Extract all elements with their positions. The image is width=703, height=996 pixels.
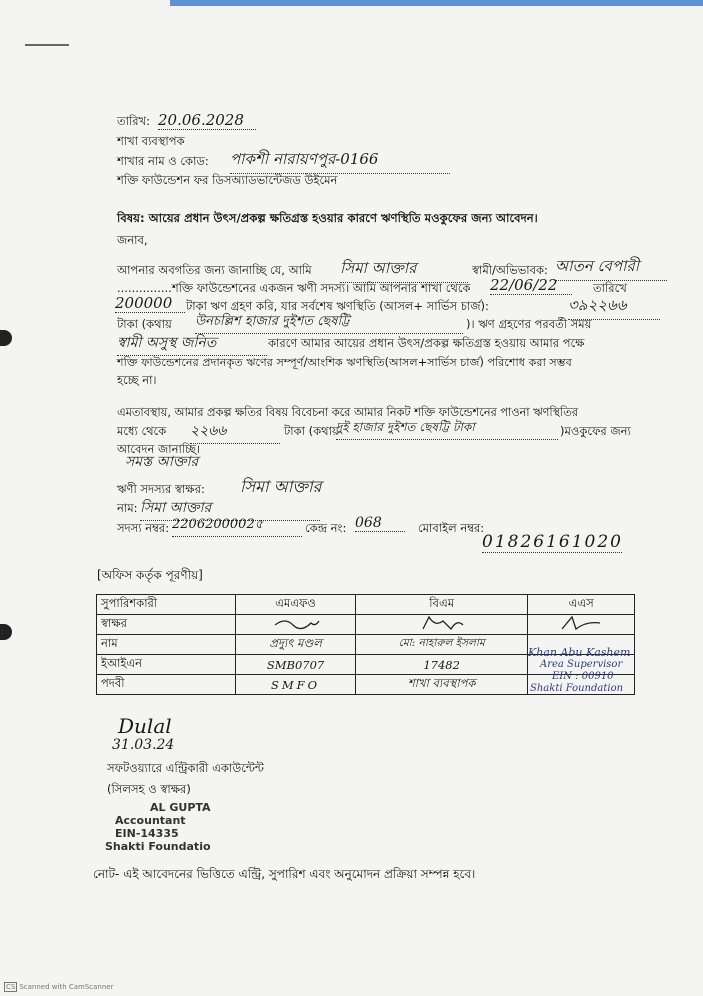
as-stamp-line2: Area Supervisor [540,659,623,670]
body2-line1: এমতাবস্থায়, আমার প্রকল্প ক্ষতির বিষয় বিবেচনা করে আমার নিকট শক্তি ফাউন্ডেশনের পাওনা ঋণস্থিতির [117,406,578,419]
signature-scribble-icon [417,615,467,631]
as-signature [528,615,635,635]
body2-line2c: )মওকুফের জন্য [560,424,631,438]
balance-words-hw: উনচল্লিশ হাজার দুইশত ছেষট্টি [195,312,463,334]
acc-stamp-line3: EIN-14335 [115,827,179,840]
center-label: কেন্দ্র নং: [305,521,347,535]
salutation: জনাব, [117,233,148,247]
member-sign-label: ঋণী সদস্যর স্বাক্ষর: [117,482,205,496]
scribble-hw: সমস্ত আক্তার [125,454,199,470]
bm-signature [356,615,528,635]
scanner-watermark [4,982,114,992]
recipient-line: শাখা ব্যবস্থাপক [117,134,185,148]
acc-stamp-line4: Shakti Foundatio [105,840,211,853]
member-no-hw: 2206200002৫ [172,515,302,537]
signature-scribble-icon [271,615,321,631]
bm-designation: শাখা ব্যবস্থাপক [356,675,528,695]
subject-line: বিষয়: আয়ের প্রধান উৎস/প্রকল্প ক্ষতিগ্রস্ত হওয়ার কারণে ঋণস্থিতি মওকুফের জন্য আবেদন। [117,211,538,225]
member-name-value-hw: সিমা আক্তার [140,496,320,521]
punch-hole-bottom [0,624,12,640]
mfo-signature [236,615,356,635]
office-section-title: [অফিস কর্তৃক পূরণীয়] [97,568,203,582]
member-name-hw: সিমা আক্তার [340,257,468,283]
bm-ein: 17482 [356,655,528,675]
date-label: তারিখ: [117,114,151,128]
body1-line7: হচ্ছে না। [117,373,157,387]
loan-date-hw: 22/06/22 [490,276,572,295]
body1-line3: টাকা ঋণ গ্রহণ করি, যার সর্বশেষ ঋণস্থিতি (আসল+ সার্ভিস চার্জ): [186,299,489,313]
scan-edge-bar [170,0,703,6]
branch-label: শাখার নাম ও কোড: [117,154,209,168]
member-sign-hw: সিমা আক্তার [240,477,322,496]
punch-hole-top [0,330,12,346]
member-name-label: নাম: [117,501,138,515]
waiver-words-hw: দুই হাজার দুইশত ছেষট্টি টাকা [336,419,558,440]
body1-line1b: স্বামী/অভিভাবক: [472,263,548,277]
body2-line2a: মধ্যে থেকে [117,424,167,438]
body1-line4b: )। ঋণ গ্রহণের পরবর্তী সময় [466,317,592,331]
member-no-label: সদস্য নম্বর: [117,521,170,535]
row-label-name: নাম [97,635,236,655]
reason-hw: স্বামী অসুস্থ জনিত [117,331,267,356]
watermark-text: Scanned with CamScanner [19,983,114,991]
org-line: শক্তি ফাউন্ডেশন ফর ডিসঅ্যাডভান্টেজড উইমেন [117,173,338,187]
guardian-name-hw: আতন বেপারী [555,255,667,281]
camscanner-logo-icon: CS [6,983,16,991]
signature-scribble-icon [556,615,606,631]
body1-line6: শক্তি ফাউন্ডেশনের প্রদানকৃত ঋণের সম্পূর্ণ/আংশিক ঋণস্থিতি(আসল+সার্ভিস চার্জ) পরিশোধ করা সম্ভব [117,356,572,369]
mobile-label: মোবাইল নম্বর: [418,521,485,535]
as-stamp-line4: Shakti Foundation [530,683,624,694]
header-as: এএস [528,595,635,615]
loan-amount-hw: 200000 [115,294,185,313]
table-header-row [97,595,635,615]
branch-value: পাকশী নারায়ণপুর-0166 [230,148,450,174]
row-label-signature: স্বাক্ষর [97,615,236,635]
mfo-designation: SMFO [236,675,356,695]
body1-line2b: তারিখে [593,281,627,295]
body1-line1a: আপনার অবগতির জন্য জানাচ্ছি যে, আমি [117,263,312,277]
waiver-amount-hw: ২২৬৬ [190,419,280,444]
row-label-designation: পদবী [97,675,236,695]
acc-stamp-line1: AL GUPTA [150,801,211,814]
accountant-signature-hw: Dulal [118,714,172,738]
bm-name: মো: নাহারুল ইসলাম [356,635,528,655]
header-bm: বিএম [356,595,528,615]
header-recommender: সুপারিশকারী [97,595,236,615]
date-value: 20.06.2028 [158,111,256,130]
body1-line5: কারণে আমার আয়ের প্রধান উৎস/প্রকল্প ক্ষতিগ্রস্ত হওয়ায় আমার পক্ষে [268,336,585,350]
as-stamp-line3: EIN : 00910 [552,671,614,682]
body2-line3: আবেদন জানাচ্ছি। [117,442,201,456]
balance-hw: ৩৯২২৬৬ [568,294,660,320]
mfo-name: প্রদ্যুৎ মণ্ডল [236,635,356,655]
accountant-date-hw: 31.03.24 [112,737,175,753]
accountant-line1: সফটওয়্যারে এন্ট্রিকারী একাউন্টেন্ট [107,761,264,775]
row-label-ein: ইআইএন [97,655,236,675]
center-hw: 068 [355,515,405,532]
body1-line4a: টাকা (কথায় [117,317,172,331]
header-mfo: এমএফও [236,595,356,615]
acc-stamp-line2: Accountant [115,814,186,827]
margin-dash [25,44,69,46]
body1-line2a: ...............শক্তি ফাউন্ডেশনের একজন ঋণী সদস্য। আমি আপনার শাখা থেকে [117,281,471,295]
accountant-line2: (সিলসহ ও স্বাক্ষর) [107,782,191,796]
mfo-ein: SMB0707 [236,655,356,675]
as-stamp-line1: Khan Abu Kashem [528,646,631,659]
note-line: নোট- এই আবেদনের ভিত্তিতে এন্ট্রি, সুপারিশ এবং অনুমোদন প্রক্রিয়া সম্পন্ন হবে। [93,867,476,881]
body2-line2b: টাকা (কথায় [284,424,339,438]
mobile-hw: 01826161020 [482,532,623,552]
table-row [97,615,635,635]
